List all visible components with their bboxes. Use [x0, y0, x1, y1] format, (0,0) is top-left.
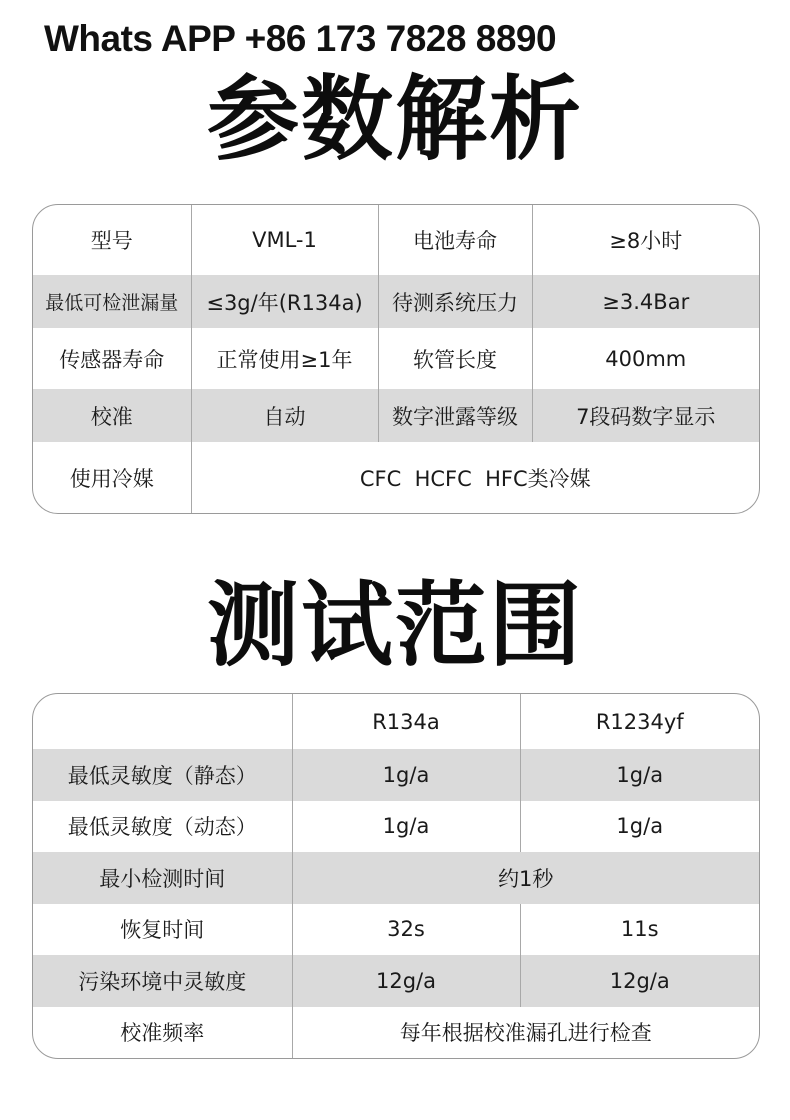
- table-row: [33, 389, 759, 442]
- param-value: 正常使用≥1年: [191, 328, 378, 389]
- param-label: 型号: [90, 229, 133, 253]
- table-row: [33, 801, 759, 853]
- header-r1234yf: R1234yf: [520, 694, 759, 749]
- range-label: 恢复时间: [120, 918, 205, 943]
- param-value: VML-1: [191, 205, 378, 275]
- param-label: 软管长度: [378, 328, 532, 389]
- param-label: 使用冷媒: [69, 466, 154, 491]
- param-label: 传感器寿命: [59, 347, 165, 372]
- range-label: 最低灵敏度（动态）: [67, 815, 257, 840]
- table-row: [33, 205, 759, 275]
- range-value: 约1秒: [292, 852, 759, 904]
- range-value: 12g/a: [520, 955, 759, 1007]
- table-row: [33, 275, 759, 328]
- range-label: 最小检测时间: [33, 852, 292, 904]
- table-row: [33, 904, 759, 956]
- table-row: [33, 852, 759, 904]
- param-value: ≥3.4Bar: [532, 275, 759, 328]
- param-value: ≤3g/年(R134a): [191, 275, 378, 328]
- range-value: 12g/a: [292, 955, 520, 1007]
- range-value: 1g/a: [292, 749, 520, 801]
- params-table: [32, 204, 760, 514]
- table-row: [33, 749, 759, 801]
- range-value: 每年根据校准漏孔进行检查: [292, 1007, 759, 1059]
- param-label: 数字泄露等级: [378, 389, 532, 442]
- range-table: [32, 693, 760, 1059]
- param-label: 待测系统压力: [378, 275, 532, 328]
- range-value: 32s: [292, 904, 520, 956]
- range-title: 测试范围: [206, 572, 583, 679]
- param-value: 400mm: [532, 328, 759, 389]
- range-label: 污染环境中灵敏度: [33, 955, 292, 1007]
- param-label: 电池寿命: [378, 205, 532, 275]
- param-value: CFC HCFC HFC类冷媒: [191, 442, 759, 513]
- table-header-row: [33, 694, 759, 749]
- table-row: [33, 442, 759, 513]
- table-row: [33, 955, 759, 1007]
- range-label: 校准频率: [120, 1021, 205, 1046]
- range-value: 1g/a: [520, 749, 759, 801]
- contact-whatsapp: Whats APP +86 173 7828 8890: [44, 18, 557, 59]
- param-value: 7段码数字显示: [532, 389, 759, 442]
- params-title: 参数解析: [206, 66, 583, 173]
- header-blank: [33, 694, 292, 749]
- table-row: [33, 1007, 759, 1059]
- range-value: 11s: [520, 904, 759, 956]
- range-value: 1g/a: [520, 801, 759, 853]
- header-r134a: R134a: [292, 694, 520, 749]
- param-value: ≥8小时: [532, 205, 759, 275]
- range-value: 1g/a: [292, 801, 520, 853]
- param-label: 校准: [33, 389, 191, 442]
- table-row: [33, 328, 759, 389]
- param-value: 自动: [191, 389, 378, 442]
- param-label: 最低可检泄漏量: [33, 275, 191, 328]
- range-label: 最低灵敏度（静态）: [33, 749, 292, 801]
